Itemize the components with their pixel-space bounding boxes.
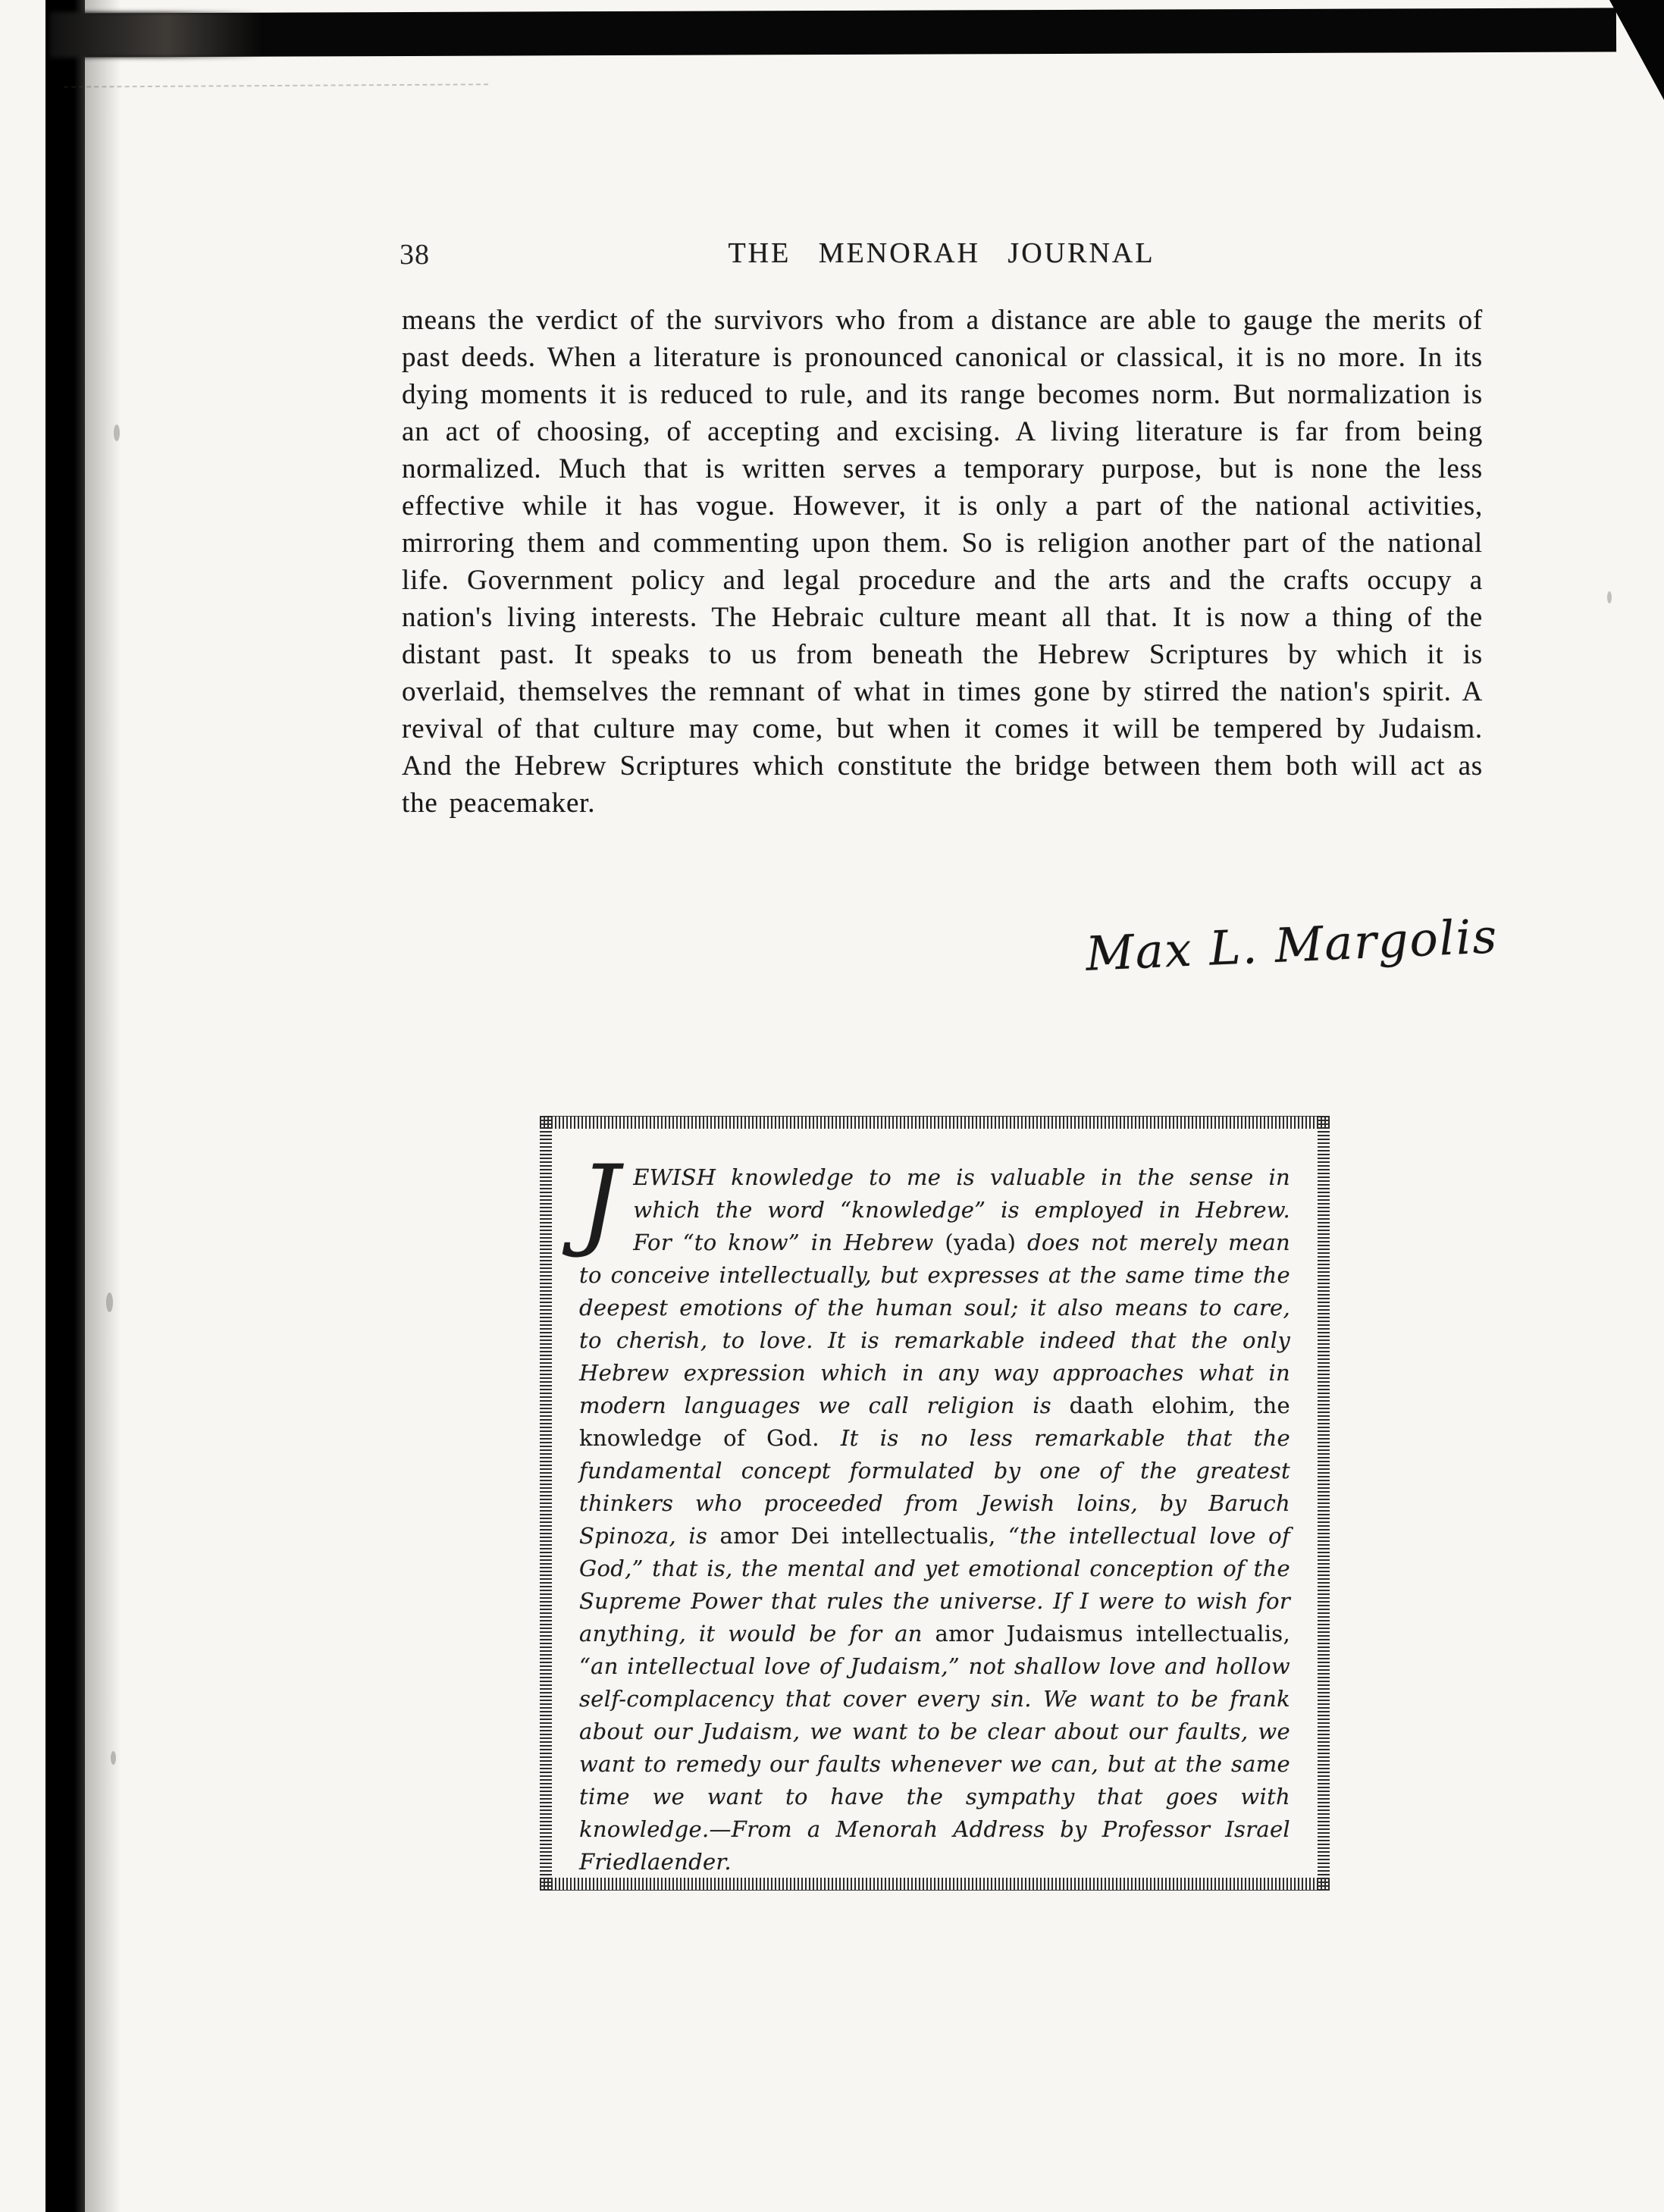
quote-border-left (540, 1116, 552, 1891)
scan-artifact-left-edge (45, 0, 85, 2212)
quote-segment: “the intellectual love of God,” that is, the mental and yet emotional conception of the Supreme Power that rules the universe. If I were to wish for anything, it would be for an (579, 1523, 1290, 1646)
scan-artifact-top-right-corner (1609, 0, 1664, 100)
quote-segment: does not merely mean to conceive intellectually, but expresses at the same time the deepest emotions of the human soul; it also means to care, to cherish, to love. It is remarkable indeed that the only Hebrew expression which in any way approaches what in modern languages we call religion is (579, 1230, 1290, 1418)
quote-segment: amor Judaismus intellectualis, (935, 1621, 1290, 1646)
quote-segment: daath elohim, the knowledge of God. (579, 1393, 1290, 1451)
quote-border-bottom (540, 1878, 1330, 1891)
scan-speck (1607, 591, 1612, 603)
drop-cap-initial: J (579, 1144, 620, 1261)
journal-title: THE MENORAH JOURNAL (728, 237, 1155, 269)
scan-speck (114, 425, 120, 441)
scan-speck (106, 1292, 113, 1312)
author-signature: Max L. Margolis (1084, 908, 1499, 982)
quote-paragraph (579, 1144, 1291, 1878)
quote-segment: amor Dei intellectualis, (719, 1523, 996, 1549)
scan-artifact-top-bar (55, 8, 1616, 57)
quote-segment: (yada) (945, 1230, 1017, 1255)
quote-segment: It is no less remarkable that the fundamental concept formulated by one of the greatest thinkers who proceeded from Jewish loins, by Baruch Spinoza, is (579, 1425, 1291, 1549)
scan-speck (111, 1751, 116, 1765)
scan-artifact-dash-line (64, 83, 488, 87)
page-number: 38 (400, 239, 430, 271)
quote-segment: EWISH knowledge to me is valuable in the sense in which the word “knowledge” is employed in Hebrew. For “to know” in Hebrew (633, 1164, 1290, 1255)
quote-segment: “an intellectual love of Judaism,” not shallow love and hollow self-complacency that cover every sin. We want to be frank about our Judaism, we want to be clear about our faults, we want to remedy our faults whenever we can, but at the same time we want to have the sympathy that goes with knowledge.—From a Menorah Address by Professor Israel Friedlaender. (579, 1653, 1290, 1875)
scan-artifact-topleft-blotch (50, 12, 262, 58)
article-paragraph: means the verdict of the survivors who from a distance are able to gauge the merits of past deeds. When a literature is pronounced canonical or classical, it is no more. In its dying moments it is reduced to rule, and its range becomes norm. But normalization is an act of choosing, of accepting and excising. A living literature is far from being normalized. Much that is written serves a temporary purpose, but is none the less effective while it has vogue. However, it is only a part of the national activities, mirroring them and commenting upon them. So is religion another part of the national life. Government policy and legal procedure and the arts and the crafts occupy a nation's living interests. The Hebraic culture meant all that. It is now a thing of the distant past. It speaks to us from beneath the Hebrew Scriptures by which it is overlaid, themselves the remnant of what in times gone by stirred the nation's spirit. A revival of that culture may come, but when it comes it will be tempered by Judaism. And the Hebrew Scriptures which constitute the bridge between them both will act as the peacemaker. (402, 305, 1483, 819)
quote-border-top (540, 1116, 1330, 1129)
quote-box (540, 1116, 1330, 1891)
scan-artifact-left-shadow (85, 0, 121, 2212)
quote-border-right (1318, 1116, 1330, 1891)
